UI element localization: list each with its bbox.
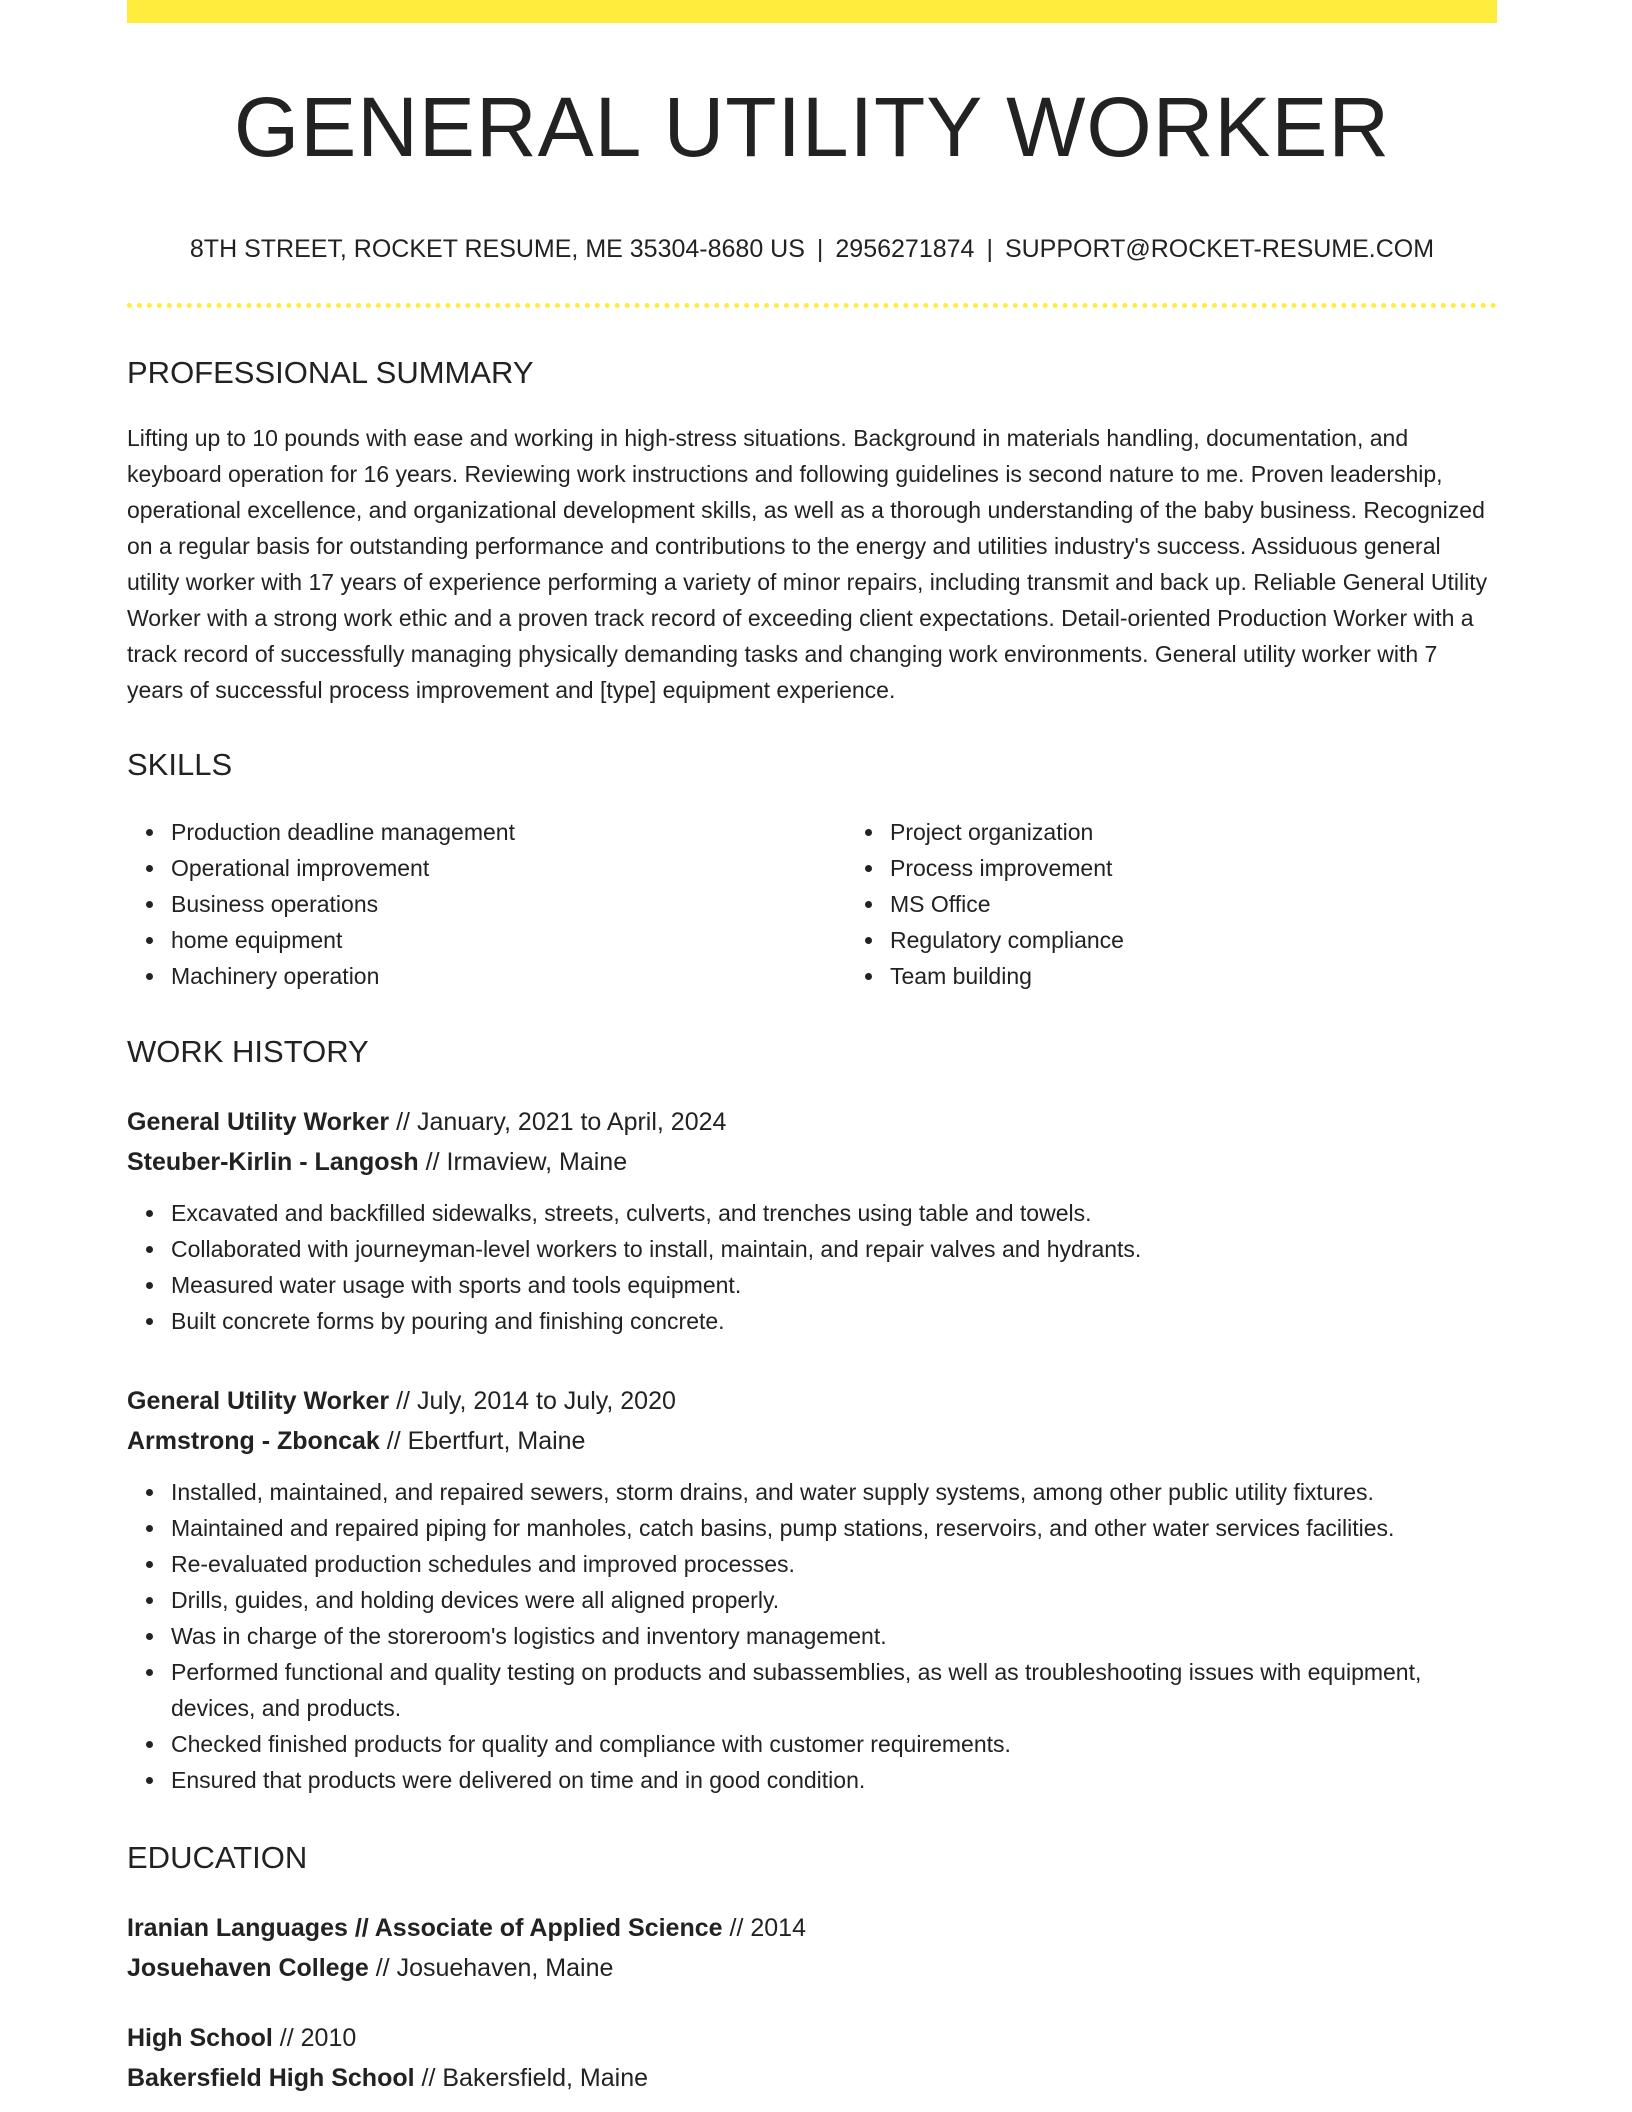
edu-location: Josuehaven, Maine: [396, 1954, 614, 1982]
delimiter: //: [729, 1914, 744, 1942]
summary-heading: PROFESSIONAL SUMMARY: [127, 355, 534, 390]
dotted-divider: [127, 303, 1497, 308]
skill-item: Team building: [890, 958, 1490, 994]
job-role: General Utility Worker: [127, 1387, 390, 1415]
skill-item: Machinery operation: [171, 958, 846, 994]
delimiter: //: [396, 1387, 410, 1415]
edu-year: 2014: [750, 1914, 806, 1942]
job-location: Irmaview, Maine: [446, 1148, 628, 1176]
edu-school: Bakersfield High School: [127, 2064, 415, 2092]
skills-heading: SKILLS: [127, 747, 233, 782]
work-history-heading: WORK HISTORY: [127, 1034, 369, 1069]
skill-item: Business operations: [171, 886, 846, 922]
delimiter: //: [396, 1108, 410, 1136]
skill-item: MS Office: [890, 886, 1490, 922]
skills-list-left: [127, 814, 846, 994]
skill-item: Project organization: [890, 814, 1490, 850]
contact-phone: 2956271874: [835, 235, 975, 263]
edu-degree: High School: [127, 2024, 273, 2052]
job-bullets: [127, 1474, 1497, 1798]
delimiter: //: [425, 1148, 440, 1176]
delimiter: //: [421, 2064, 436, 2092]
delimiter: //: [375, 1954, 390, 1982]
job-bullet: Installed, maintained, and repaired sewers, storm drains, and water supply systems, among other public utility fixtures.: [171, 1474, 1497, 1510]
job-bullet: Checked finished products for quality and compliance with customer requirements.: [171, 1726, 1497, 1762]
contact-separator: |: [816, 235, 824, 263]
edu-degree: Iranian Languages // Associate of Applied Science: [127, 1914, 723, 1942]
delimiter: //: [279, 2024, 294, 2052]
job-bullets: [127, 1195, 1497, 1339]
education-heading: EDUCATION: [127, 1840, 308, 1875]
job-bullet: Collaborated with journeyman-level workers to install, maintain, and repair valves and hydrants.: [171, 1231, 1497, 1267]
job-bullet: Ensured that products were delivered on time and in good condition.: [171, 1762, 1497, 1798]
delimiter: //: [386, 1427, 401, 1455]
job-dates: January, 2021 to April, 2024: [416, 1108, 727, 1136]
job-bullet: Maintained and repaired piping for manholes, catch basins, pump stations, reservoirs, and other water services facilities.: [171, 1510, 1497, 1546]
job-company-line: [127, 1142, 1497, 1182]
job-bullet: Excavated and backfilled sidewalks, streets, culverts, and trenches using table and towels.: [171, 1195, 1497, 1231]
job-bullet: Was in charge of the storeroom's logistics and inventory management.: [171, 1618, 1497, 1654]
job-company-line: [127, 1421, 1497, 1461]
job-bullet: Drills, guides, and holding devices were all aligned properly.: [171, 1582, 1497, 1618]
edu-school: Josuehaven College: [127, 1954, 369, 1982]
edu-school-line: [127, 2058, 1497, 2098]
edu-location: Bakersfield, Maine: [442, 2064, 649, 2092]
job-role: General Utility Worker: [127, 1108, 390, 1136]
summary-text: Lifting up to 10 pounds with ease and working in high-stress situations. Background in materials handling, documentation, and keyboard operation for 16 years. Reviewing work instructions and following guidelines is second nature to me. Proven leadership, operational excellence, and organizational development skills, as well as a thorough understanding of the baby business. Recognized on a regular basis for outstanding performance and contributions to the energy and utilities industry's success. Assiduous general utility worker with 17 years of experience performing a variety of minor repairs, including transmit and back up. Reliable General Utility Worker with a strong work ethic and a proven track record of exceeding client expectations. Detail-oriented Production Worker with a track record of successfully managing physically demanding tasks and changing work environments. General utility worker with 7 years of successful process improvement and [type] equipment experience.: [127, 425, 1488, 703]
resume-page: [127, 0, 1497, 2098]
job-location: Ebertfurt, Maine: [407, 1427, 586, 1455]
edu-school-line: [127, 1948, 1497, 1988]
job-company: Steuber-Kirlin - Langosh: [127, 1148, 419, 1176]
skill-item: Process improvement: [890, 850, 1490, 886]
skill-item: Regulatory compliance: [890, 922, 1490, 958]
job-bullet: Re-evaluated production schedules and improved processes.: [171, 1546, 1497, 1582]
job-bullet: Measured water usage with sports and tools equipment.: [171, 1267, 1497, 1303]
accent-top-bar: [127, 0, 1497, 23]
skills-list-right: [846, 814, 1490, 994]
edu-degree-line: [127, 1908, 1497, 1948]
skill-item: Production deadline management: [171, 814, 846, 850]
skills-grid: [127, 814, 1497, 994]
job-title-line: [127, 1381, 1497, 1421]
job-title-line: [127, 1102, 1497, 1142]
job-bullet: Performed functional and quality testing on products and subassemblies, as well as troubleshooting issues with equipment, devices, and products.: [171, 1654, 1497, 1726]
edu-year: 2010: [300, 2024, 357, 2052]
candidate-name: GENERAL UTILITY WORKER: [233, 80, 1391, 174]
contact-address: 8TH STREET, ROCKET RESUME, ME 35304-8680 US: [189, 235, 805, 263]
contact-email: SUPPORT@ROCKET-RESUME.COM: [1004, 235, 1435, 263]
contact-line: [127, 237, 1497, 262]
edu-degree-line: [127, 2018, 1497, 2058]
job-bullet: Built concrete forms by pouring and finishing concrete.: [171, 1303, 1497, 1339]
skill-item: Operational improvement: [171, 850, 846, 886]
job-company: Armstrong - Zboncak: [127, 1427, 380, 1455]
contact-separator: |: [986, 235, 993, 263]
skill-item: home equipment: [171, 922, 846, 958]
job-dates: July, 2014 to July, 2020: [416, 1387, 676, 1415]
